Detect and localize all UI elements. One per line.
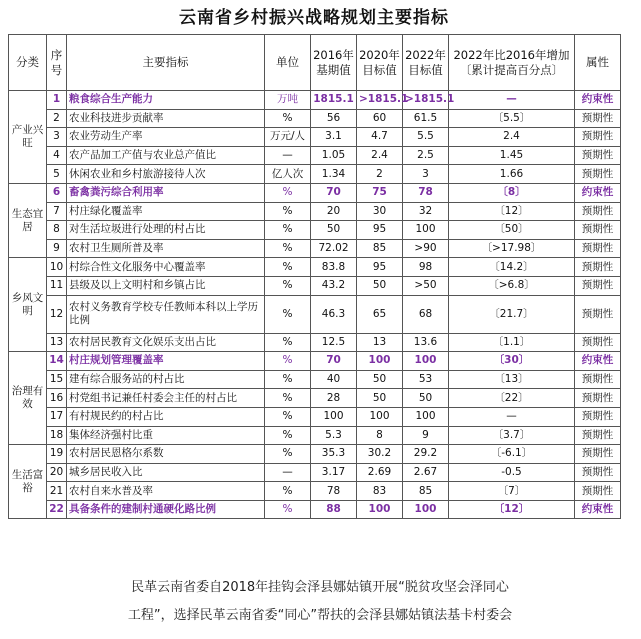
indicator-name: 畜禽粪污综合利用率 — [67, 183, 265, 202]
table-row — [9, 146, 621, 165]
value-2020: 95 — [357, 221, 403, 240]
value-2020: 2.4 — [357, 146, 403, 165]
value-2016: 1.05 — [311, 146, 357, 165]
unit-cell: % — [265, 276, 311, 295]
increase-cell: 〔21.7〕 — [449, 295, 575, 333]
indicator-name: 休闲农业和乡村旅游接待人次 — [67, 165, 265, 184]
value-2016: 3.1 — [311, 128, 357, 147]
value-2020: 8 — [357, 426, 403, 445]
value-2020: 65 — [357, 295, 403, 333]
value-2022: >1815.1 — [403, 91, 449, 110]
table-row — [9, 389, 621, 408]
increase-cell: 〔8〕 — [449, 183, 575, 202]
value-2016: 70 — [311, 352, 357, 371]
indicator-name: 农村居民恩格尔系数 — [67, 445, 265, 464]
header-2016: 2016年基期值 — [311, 35, 357, 91]
unit-cell: % — [265, 183, 311, 202]
table-row — [9, 333, 621, 352]
row-number: 21 — [47, 482, 67, 501]
row-number: 19 — [47, 445, 67, 464]
value-2020: 4.7 — [357, 128, 403, 147]
value-2016: 28 — [311, 389, 357, 408]
table-row — [9, 109, 621, 128]
value-2022: 5.5 — [403, 128, 449, 147]
header-indicator: 主要指标 — [67, 35, 265, 91]
attribute-cell: 约束性 — [575, 183, 621, 202]
row-number: 11 — [47, 276, 67, 295]
table-row — [9, 128, 621, 147]
indicator-name: 城乡居民收入比 — [67, 463, 265, 482]
increase-cell: 〔7〕 — [449, 482, 575, 501]
attribute-cell: 预期性 — [575, 146, 621, 165]
increase-cell: 〔22〕 — [449, 389, 575, 408]
indicator-name: 粮食综合生产能力 — [67, 91, 265, 110]
table-row — [9, 482, 621, 501]
increase-cell: 〔50〕 — [449, 221, 575, 240]
row-number: 5 — [47, 165, 67, 184]
indicator-name: 村庄规划管理覆盖率 — [67, 352, 265, 371]
increase-cell: 1.66 — [449, 165, 575, 184]
indicator-name: 集体经济强村比重 — [67, 426, 265, 445]
category-cell: 生态宜居 — [9, 183, 47, 257]
increase-cell: 〔12〕 — [449, 202, 575, 221]
increase-cell: 〔14.2〕 — [449, 258, 575, 277]
value-2022: 9 — [403, 426, 449, 445]
attribute-cell: 约束性 — [575, 500, 621, 519]
caption-line-2: 工程”，选择民革云南省委“同心”帮扶的会泽县娜姑镇法基卡村委会 — [127, 608, 513, 623]
table-row — [9, 426, 621, 445]
table-row — [9, 183, 621, 202]
value-2016: 88 — [311, 500, 357, 519]
attribute-cell: 预期性 — [575, 202, 621, 221]
table-row — [9, 91, 621, 110]
value-2020: 60 — [357, 109, 403, 128]
increase-cell: 〔13〕 — [449, 370, 575, 389]
value-2020: 50 — [357, 389, 403, 408]
indicator-name: 建有综合服务站的村占比 — [67, 370, 265, 389]
row-number: 9 — [47, 239, 67, 258]
row-number: 15 — [47, 370, 67, 389]
increase-cell: 〔-6.1〕 — [449, 445, 575, 464]
attribute-cell: 预期性 — [575, 295, 621, 333]
indicator-table — [8, 34, 621, 519]
value-2016: 43.2 — [311, 276, 357, 295]
value-2020: 85 — [357, 239, 403, 258]
table-row — [9, 165, 621, 184]
table-row — [9, 407, 621, 426]
table-row — [9, 370, 621, 389]
value-2022: 53 — [403, 370, 449, 389]
attribute-cell: 预期性 — [575, 239, 621, 258]
value-2020: 30 — [357, 202, 403, 221]
unit-cell: % — [265, 333, 311, 352]
attribute-cell: 预期性 — [575, 445, 621, 464]
table-body — [9, 91, 621, 519]
table-row — [9, 239, 621, 258]
value-2022: 13.6 — [403, 333, 449, 352]
value-2016: 3.17 — [311, 463, 357, 482]
attribute-cell: 预期性 — [575, 109, 621, 128]
unit-cell: % — [265, 352, 311, 371]
table-row — [9, 221, 621, 240]
attribute-cell: 预期性 — [575, 407, 621, 426]
value-2016: 56 — [311, 109, 357, 128]
indicator-name: 农村义务教育学校专任教师本科以上学历比例 — [67, 295, 265, 333]
row-number: 7 — [47, 202, 67, 221]
value-2022: 2.5 — [403, 146, 449, 165]
indicator-name: 农产品加工产值与农业总产值比 — [67, 146, 265, 165]
value-2016: 1.34 — [311, 165, 357, 184]
indicator-name: 农村卫生厕所普及率 — [67, 239, 265, 258]
unit-cell: % — [265, 258, 311, 277]
unit-cell: % — [265, 370, 311, 389]
value-2020: 100 — [357, 407, 403, 426]
value-2020: 100 — [357, 500, 403, 519]
indicator-name: 村党组书记兼任村委会主任的村占比 — [67, 389, 265, 408]
header-seq: 序号 — [47, 35, 67, 91]
row-number: 13 — [47, 333, 67, 352]
row-number: 1 — [47, 91, 67, 110]
unit-cell: 万吨 — [265, 91, 311, 110]
table-row — [9, 352, 621, 371]
row-number: 10 — [47, 258, 67, 277]
value-2016: 70 — [311, 183, 357, 202]
value-2016: 35.3 — [311, 445, 357, 464]
increase-cell: 2.4 — [449, 128, 575, 147]
value-2022: 98 — [403, 258, 449, 277]
attribute-cell: 预期性 — [575, 333, 621, 352]
indicator-name: 农业科技进步贡献率 — [67, 109, 265, 128]
unit-cell: % — [265, 407, 311, 426]
indicator-name: 对生活垃圾进行处理的村占比 — [67, 221, 265, 240]
header-increase: 2022年比2016年增加〔累计提高百分点〕 — [449, 35, 575, 91]
value-2016: 50 — [311, 221, 357, 240]
value-2022: 2.67 — [403, 463, 449, 482]
attribute-cell: 预期性 — [575, 258, 621, 277]
value-2022: 3 — [403, 165, 449, 184]
row-number: 12 — [47, 295, 67, 333]
table-row — [9, 463, 621, 482]
value-2022: >50 — [403, 276, 449, 295]
attribute-cell: 约束性 — [575, 91, 621, 110]
increase-cell: -0.5 — [449, 463, 575, 482]
value-2016: 100 — [311, 407, 357, 426]
value-2016: 40 — [311, 370, 357, 389]
table-title: 云南省乡村振兴战略规划主要指标 — [179, 8, 449, 28]
header-2020: 2020年目标值 — [357, 35, 403, 91]
table-row — [9, 295, 621, 333]
unit-cell: % — [265, 482, 311, 501]
value-2022: 100 — [403, 500, 449, 519]
increase-cell: 〔5.5〕 — [449, 109, 575, 128]
increase-cell: — — [449, 407, 575, 426]
increase-cell: 〔3.7〕 — [449, 426, 575, 445]
value-2022: 61.5 — [403, 109, 449, 128]
increase-cell: 〔30〕 — [449, 352, 575, 371]
value-2016: 78 — [311, 482, 357, 501]
value-2022: 78 — [403, 183, 449, 202]
value-2020: 13 — [357, 333, 403, 352]
row-number: 2 — [47, 109, 67, 128]
caption-line-1: 民革云南省委自2018年挂钩会泽县娜姑镇开展“脱贫攻坚会泽同心 — [131, 580, 509, 595]
unit-cell: % — [265, 445, 311, 464]
value-2020: >1815.1 — [357, 91, 403, 110]
increase-cell: 〔>17.98〕 — [449, 239, 575, 258]
indicator-name: 村庄绿化覆盖率 — [67, 202, 265, 221]
attribute-cell: 预期性 — [575, 276, 621, 295]
table-row — [9, 276, 621, 295]
attribute-cell: 约束性 — [575, 352, 621, 371]
unit-cell: % — [265, 500, 311, 519]
increase-cell: 〔12〕 — [449, 500, 575, 519]
unit-cell: — — [265, 146, 311, 165]
attribute-cell: 预期性 — [575, 128, 621, 147]
row-number: 3 — [47, 128, 67, 147]
value-2020: 30.2 — [357, 445, 403, 464]
indicator-name: 村综合性文化服务中心覆盖率 — [67, 258, 265, 277]
value-2020: 50 — [357, 276, 403, 295]
attribute-cell: 预期性 — [575, 221, 621, 240]
attribute-cell: 预期性 — [575, 482, 621, 501]
unit-cell: — — [265, 463, 311, 482]
value-2022: 100 — [403, 352, 449, 371]
value-2020: 2 — [357, 165, 403, 184]
value-2016: 12.5 — [311, 333, 357, 352]
attribute-cell: 预期性 — [575, 165, 621, 184]
unit-cell: % — [265, 109, 311, 128]
indicator-name: 有村规民约的村占比 — [67, 407, 265, 426]
value-2022: 100 — [403, 407, 449, 426]
category-cell: 乡风文明 — [9, 258, 47, 352]
row-number: 20 — [47, 463, 67, 482]
header-attr: 属性 — [575, 35, 621, 91]
value-2022: 85 — [403, 482, 449, 501]
row-number: 4 — [47, 146, 67, 165]
category-cell: 生活富裕 — [9, 445, 47, 519]
value-2020: 50 — [357, 370, 403, 389]
value-2022: 32 — [403, 202, 449, 221]
value-2016: 20 — [311, 202, 357, 221]
indicator-name: 具备条件的建制村通硬化路比例 — [67, 500, 265, 519]
value-2022: 29.2 — [403, 445, 449, 464]
attribute-cell: 预期性 — [575, 389, 621, 408]
row-number: 22 — [47, 500, 67, 519]
value-2022: >90 — [403, 239, 449, 258]
increase-cell: 1.45 — [449, 146, 575, 165]
value-2016: 5.3 — [311, 426, 357, 445]
table-row — [9, 202, 621, 221]
value-2020: 100 — [357, 352, 403, 371]
table-row — [9, 258, 621, 277]
value-2020: 75 — [357, 183, 403, 202]
header-unit: 单位 — [265, 35, 311, 91]
attribute-cell: 预期性 — [575, 426, 621, 445]
header-2022: 2022年目标值 — [403, 35, 449, 91]
unit-cell: % — [265, 202, 311, 221]
row-number: 17 — [47, 407, 67, 426]
unit-cell: 亿人次 — [265, 165, 311, 184]
value-2022: 68 — [403, 295, 449, 333]
unit-cell: % — [265, 239, 311, 258]
value-2016: 72.02 — [311, 239, 357, 258]
row-number: 8 — [47, 221, 67, 240]
header-row — [9, 35, 621, 91]
attribute-cell: 预期性 — [575, 370, 621, 389]
value-2020: 2.69 — [357, 463, 403, 482]
row-number: 18 — [47, 426, 67, 445]
indicator-name: 农业劳动生产率 — [67, 128, 265, 147]
value-2016: 1815.1 — [311, 91, 357, 110]
unit-cell: % — [265, 221, 311, 240]
value-2020: 83 — [357, 482, 403, 501]
indicator-name: 农村自来水普及率 — [67, 482, 265, 501]
value-2022: 100 — [403, 221, 449, 240]
value-2020: 95 — [357, 258, 403, 277]
unit-cell: % — [265, 389, 311, 408]
row-number: 16 — [47, 389, 67, 408]
header-category: 分类 — [9, 35, 47, 91]
unit-cell: 万元/人 — [265, 128, 311, 147]
table-row — [9, 500, 621, 519]
category-cell: 产业兴旺 — [9, 91, 47, 184]
category-cell: 治理有效 — [9, 352, 47, 445]
unit-cell: % — [265, 295, 311, 333]
value-2022: 50 — [403, 389, 449, 408]
unit-cell: % — [265, 426, 311, 445]
row-number: 6 — [47, 183, 67, 202]
value-2016: 83.8 — [311, 258, 357, 277]
indicator-name: 农村居民教育文化娱乐支出占比 — [67, 333, 265, 352]
attribute-cell: 预期性 — [575, 463, 621, 482]
increase-cell: 〔>6.8〕 — [449, 276, 575, 295]
indicator-name: 县级及以上文明村和乡镇占比 — [67, 276, 265, 295]
value-2016: 46.3 — [311, 295, 357, 333]
increase-cell: 〔1.1〕 — [449, 333, 575, 352]
row-number: 14 — [47, 352, 67, 371]
table-row — [9, 445, 621, 464]
increase-cell: — — [449, 91, 575, 110]
